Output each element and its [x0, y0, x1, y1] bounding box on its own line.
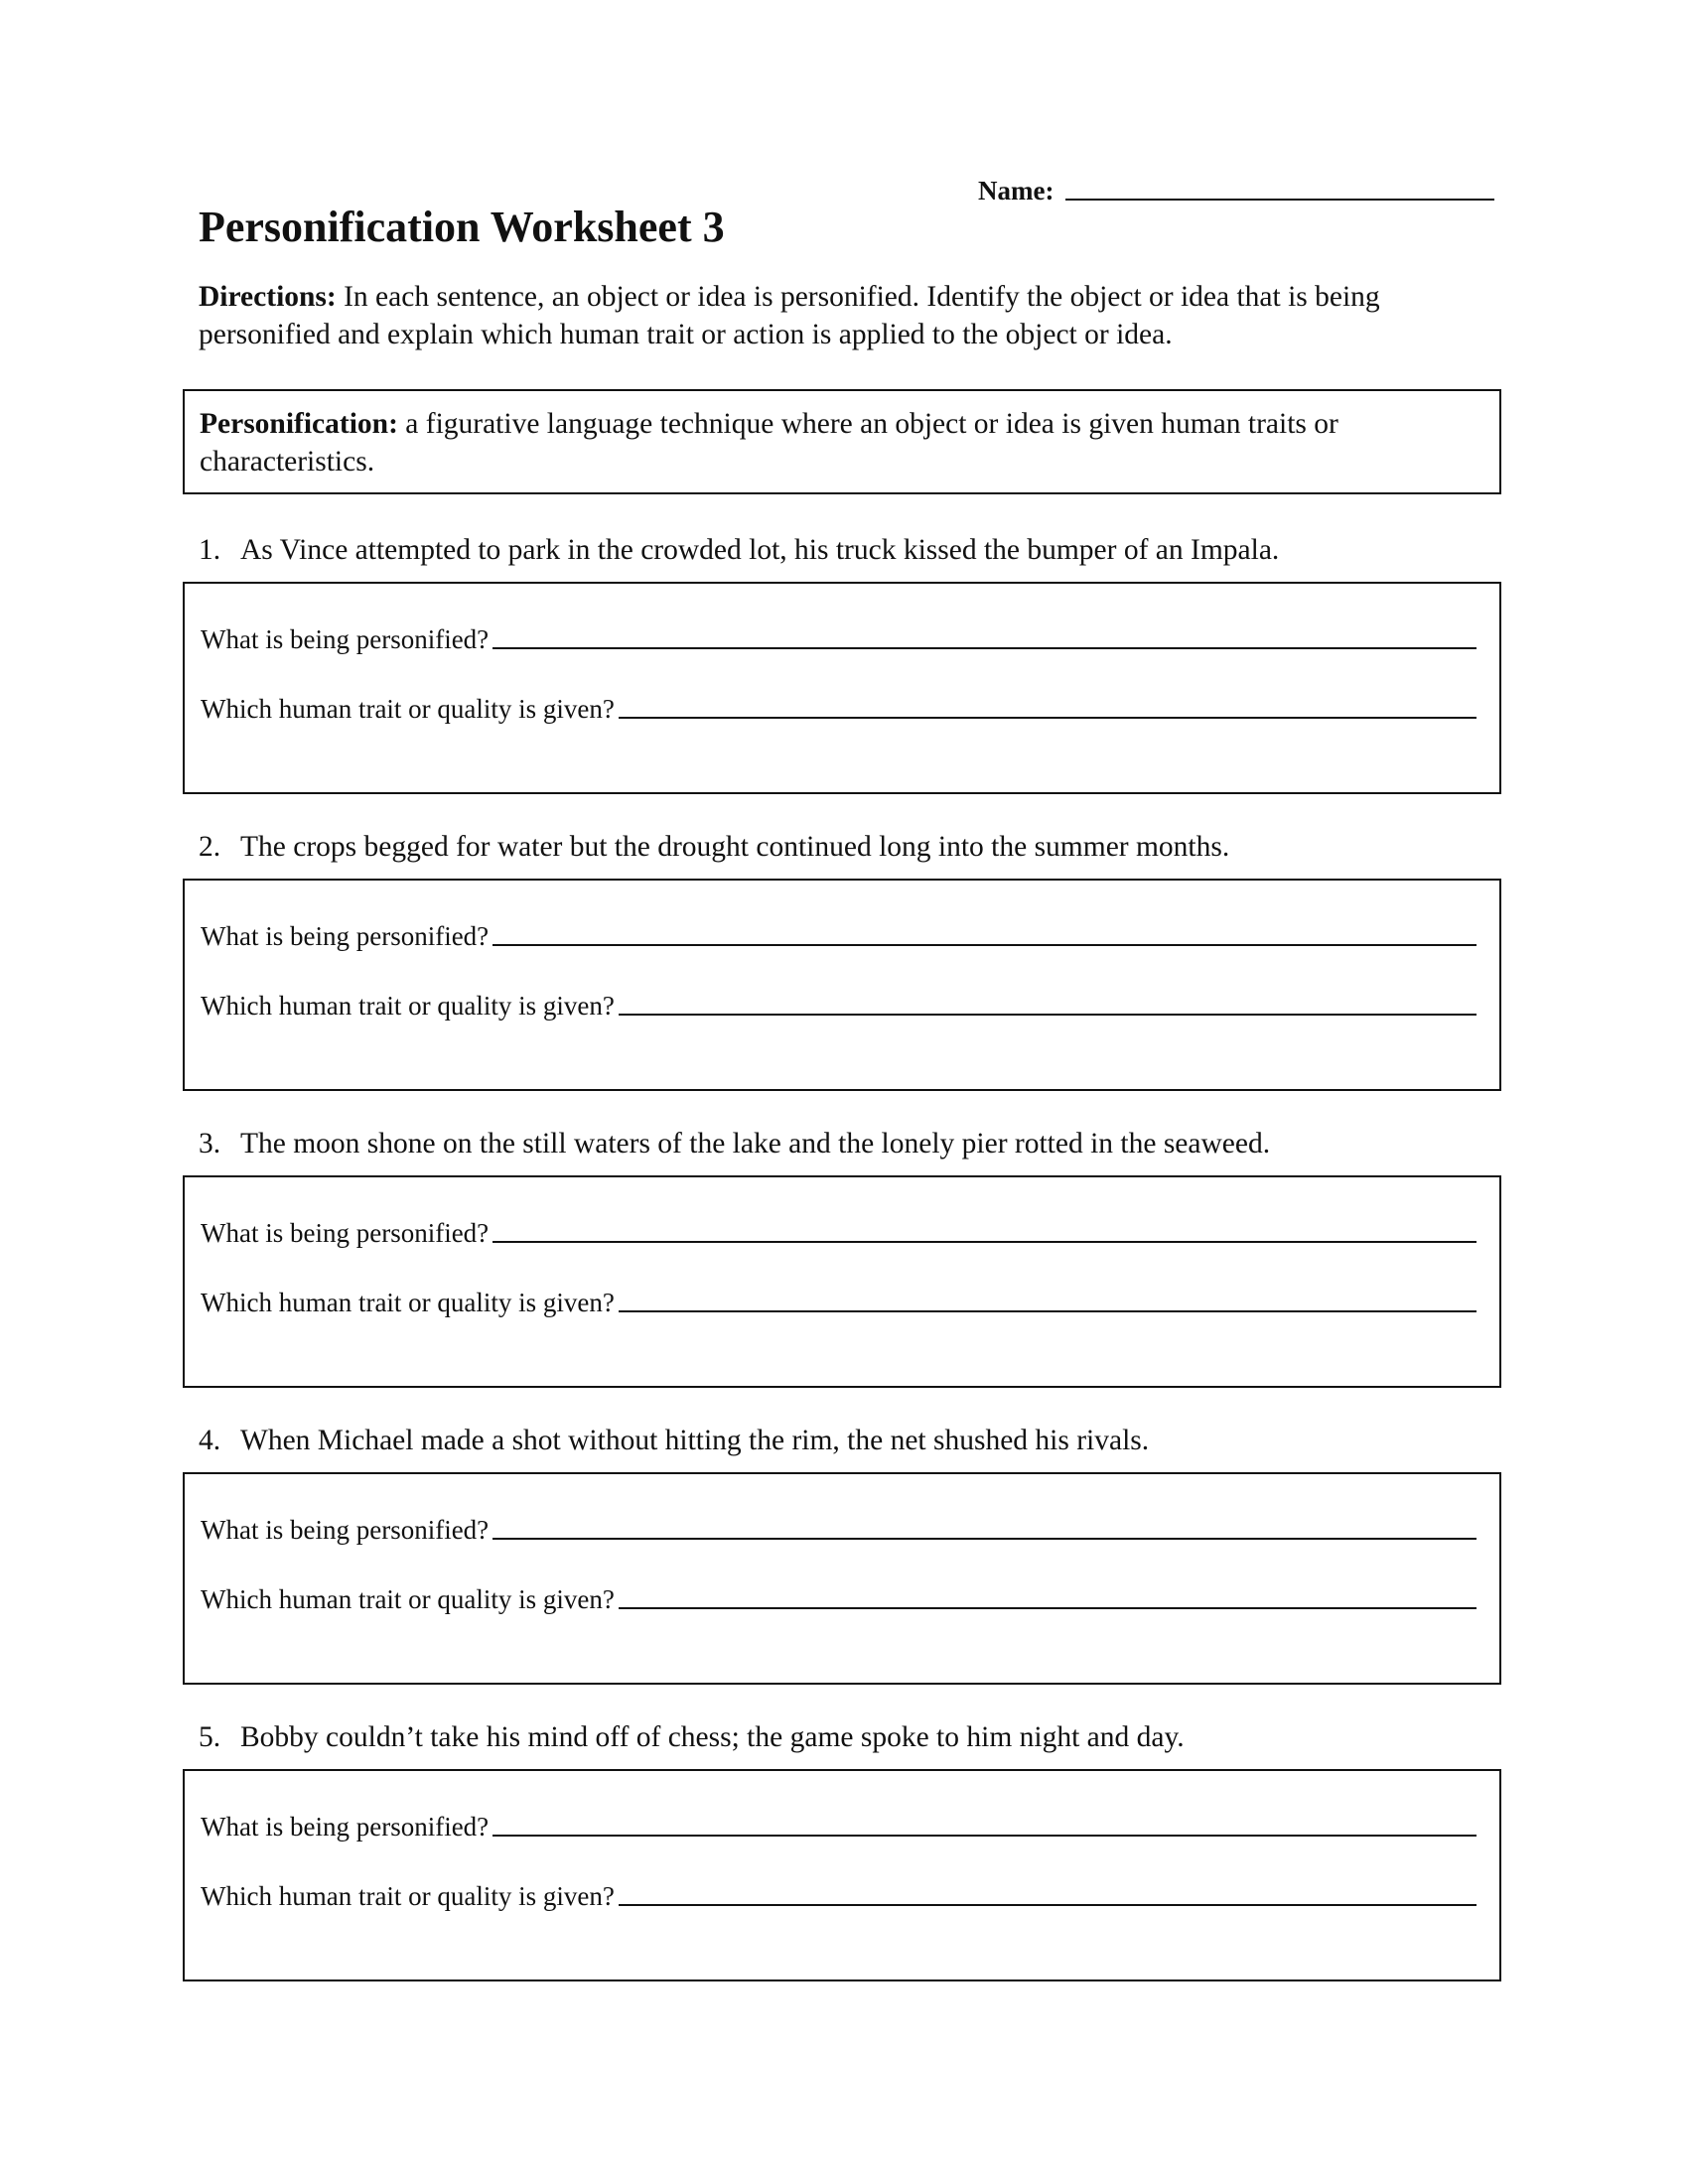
answer-box-5	[183, 1769, 1501, 1981]
question-text: The crops begged for water but the drought continued long into the summer months.	[240, 831, 1230, 863]
question-text: As Vince attempted to park in the crowded lot, his truck kissed the bumper of an Impala.	[240, 534, 1280, 566]
question-number: 5.	[199, 1721, 221, 1753]
personified-answer-row[interactable]	[201, 912, 1477, 952]
question-text: Bobby couldn’t take his mind off of chess; the game spoke to him night and day.	[240, 1721, 1185, 1753]
trait-answer-line[interactable]	[619, 1014, 1477, 1016]
personified-answer-line[interactable]	[492, 1538, 1477, 1540]
personified-prompt: What is being personified?	[201, 1218, 490, 1248]
question-number: 1.	[199, 534, 221, 566]
personified-answer-row[interactable]	[201, 1209, 1477, 1249]
question-4	[199, 1425, 1499, 1457]
trait-answer-line[interactable]	[619, 1607, 1477, 1609]
trait-prompt: Which human trait or quality is given?	[201, 991, 615, 1021]
personified-answer-line[interactable]	[492, 944, 1477, 946]
definition-term: Personification:	[200, 408, 398, 440]
personified-prompt: What is being personified?	[201, 921, 490, 951]
name-label: Name:	[978, 176, 1055, 205]
answer-box-2	[183, 879, 1501, 1091]
name-field[interactable]	[978, 167, 1494, 206]
trait-prompt: Which human trait or quality is given?	[201, 1288, 615, 1317]
personified-answer-line[interactable]	[492, 1241, 1477, 1243]
question-text: The moon shone on the still waters of the lake and the lonely pier rotted in the seaweed.	[240, 1128, 1271, 1160]
trait-answer-line[interactable]	[619, 1310, 1477, 1312]
answer-box-1	[183, 582, 1501, 794]
directions-label: Directions:	[199, 281, 337, 313]
personified-answer-row[interactable]	[201, 1506, 1477, 1546]
question-3	[199, 1128, 1499, 1160]
question-text: When Michael made a shot without hitting the rim, the net shushed his rivals.	[240, 1425, 1150, 1456]
trait-answer-row[interactable]	[201, 685, 1477, 725]
question-number: 3.	[199, 1128, 221, 1160]
personified-prompt: What is being personified?	[201, 624, 490, 654]
personified-answer-row[interactable]	[201, 615, 1477, 655]
personified-answer-line[interactable]	[492, 647, 1477, 649]
page-title: Personification Worksheet 3	[199, 203, 725, 251]
trait-answer-row[interactable]	[201, 982, 1477, 1022]
trait-prompt: Which human trait or quality is given?	[201, 1584, 615, 1614]
answer-box-3	[183, 1175, 1501, 1388]
directions	[199, 278, 1489, 353]
personified-answer-line[interactable]	[492, 1835, 1477, 1837]
trait-prompt: Which human trait or quality is given?	[201, 694, 615, 724]
question-number: 4.	[199, 1425, 221, 1456]
trait-answer-line[interactable]	[619, 1904, 1477, 1906]
directions-text: In each sentence, an object or idea is personified. Identify the object or idea that is being personified and explain which human trait or action is applied to the object or idea.	[199, 281, 1380, 350]
personified-answer-row[interactable]	[201, 1803, 1477, 1843]
personified-prompt: What is being personified?	[201, 1812, 490, 1842]
question-5	[199, 1721, 1499, 1754]
definition-box	[183, 389, 1501, 494]
personified-prompt: What is being personified?	[201, 1515, 490, 1545]
trait-prompt: Which human trait or quality is given?	[201, 1881, 615, 1911]
trait-answer-row[interactable]	[201, 1279, 1477, 1318]
question-2	[199, 831, 1499, 864]
name-answer-line[interactable]	[1065, 199, 1494, 201]
answer-box-4	[183, 1472, 1501, 1685]
definition-text: a figurative language technique where an object or idea is given human traits or characteristics.	[200, 408, 1338, 478]
trait-answer-row[interactable]	[201, 1872, 1477, 1912]
question-1	[199, 534, 1499, 567]
question-number: 2.	[199, 831, 221, 863]
trait-answer-line[interactable]	[619, 717, 1477, 719]
trait-answer-row[interactable]	[201, 1575, 1477, 1615]
